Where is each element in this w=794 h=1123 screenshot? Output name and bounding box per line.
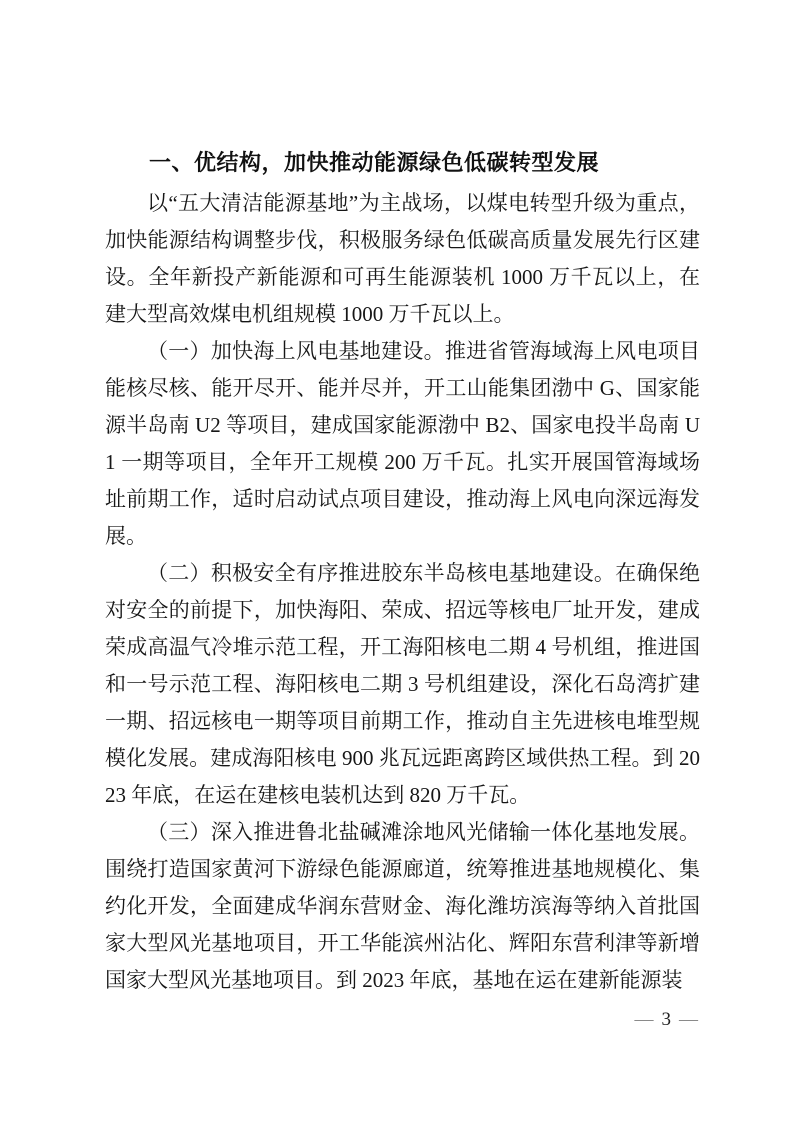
paragraph-item-2-nuclear-base: （二）积极安全有序推进胶东半岛核电基地建设。在确保绝对安全的前提下，加快海阳、荣成、招远等核电厂址开发，建成荣成高温气冷堆示范工程，开工海阳核电二期 4 号机组，推进国和一号示范工程、海阳核电二期 3 号机组建设，深化石岛湾扩建一期、招远核电一期等项目前期工作，推动自主先进核电堆型规模化发展。建成海阳核电 900 兆瓦远距离跨区域供热工程。到 2023 年底，在运在建核电装机达到 820 万千瓦。 (105, 561, 700, 807)
paragraph-item-1-offshore-wind: （一）加快海上风电基地建设。推进省管海域海上风电项目能核尽核、能开尽开、能并尽并，开工山能集团渤中 G、国家能源半岛南 U2 等项目，建成国家能源渤中 B2、国家电投半岛南 U1 一期等项目，全年开工规模 200 万千瓦。扎实开展国管海域场址前期工作，适时启动试点项目建设，推动海上风电向深远海发展。 (105, 339, 700, 548)
paragraph-item-3-wind-solar-storage: （三）深入推进鲁北盐碱滩涂地风光储输一体化基地发展。围绕打造国家黄河下游绿色能源廊道，统筹推进基地规模化、集约化开发，全面建成华润东营财金、海化潍坊滨海等纳入首批国家大型风光基地项目，开工华能滨州沾化、辉阳东营利津等新增国家大型风光基地项目。到 2023 年底，基地在运在建新能源装 (105, 820, 700, 992)
page-number (635, 1009, 701, 1031)
paragraph-intro: 以“五大清洁能源基地”为主战场，以煤电转型升级为重点，加快能源结构调整步伐，积极服务绿色低碳高质量发展先行区建设。全年新投产新能源和可再生能源装机 1000 万千瓦以上，在建大型高效煤电机组规模 1000 万千瓦以上。 (105, 191, 700, 326)
page-number-value: 3 (661, 1009, 673, 1030)
page-number-left-dash: — (634, 1009, 656, 1030)
page-number-right-dash: — (679, 1009, 700, 1030)
section-heading: 一、优结构，加快推动能源绿色低碳转型发展 (149, 150, 600, 175)
document-content (105, 147, 700, 999)
